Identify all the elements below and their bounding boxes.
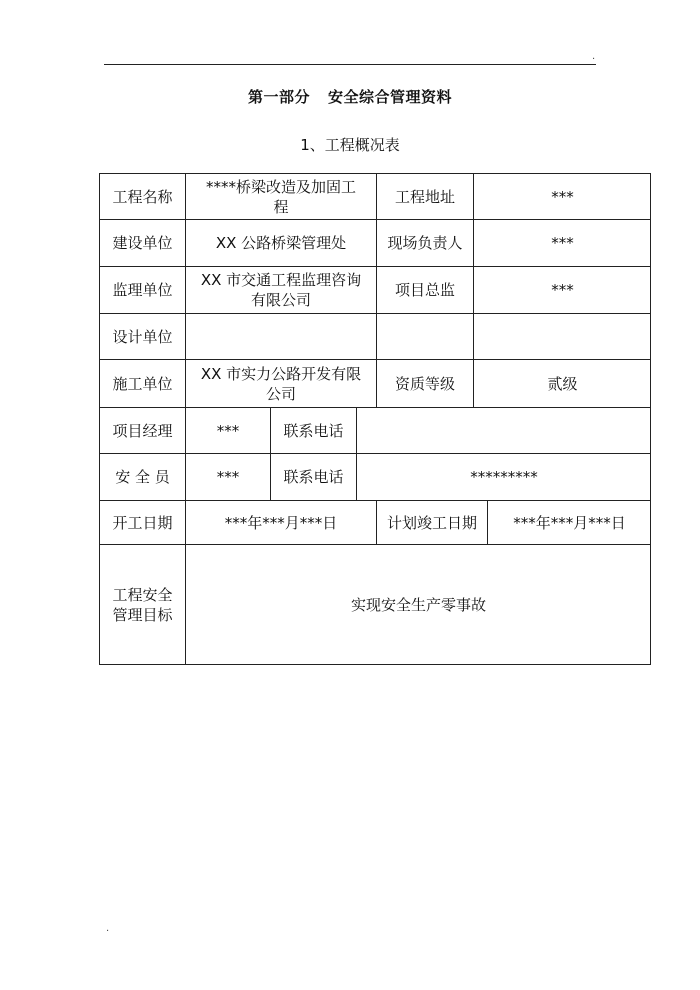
pm-phone-label: 联系电话 [270,407,356,453]
site-manager-value: *** [473,219,651,266]
safety-goal-label-line1: 工程安全 [112,586,173,604]
contractor-line1: XX 市实力公路开发有限 [200,364,362,383]
pm-phone-value [356,407,651,453]
chief-supervisor-value: *** [473,266,651,313]
qualification-label: 资质等级 [376,359,473,407]
safety-officer-value: *** [185,453,270,500]
start-date-value: ***年***月***日 [185,500,376,544]
safety-officer-label: 安 全 员 [99,453,185,500]
safety-goal-label-line2: 管理目标 [112,606,173,624]
supervisor-label: 监理单位 [99,266,185,313]
designer-extra-1 [376,313,473,359]
safety-phone-label: 联系电话 [270,453,356,500]
pm-label: 项目经理 [99,407,185,453]
planned-completion-value: ***年***月***日 [487,500,651,544]
supervisor-line1: XX 市交通工程监理咨询 [200,271,362,289]
safety-goal-label [99,544,185,665]
contractor-value [185,359,376,407]
site-manager-label: 现场负责人 [376,219,473,266]
project-name-label: 工程名称 [99,173,185,219]
footer-mark: . [106,923,110,934]
part-title [0,86,700,107]
part-name: 安全综合管理资料 [328,88,453,106]
designer-value [185,313,376,359]
table-title: 1、工程概况表 [300,136,400,154]
builder-value: XX 公路桥梁管理处 [185,219,376,266]
safety-phone-value: ********* [356,453,651,500]
designer-extra-2 [473,313,651,359]
project-name-value [185,173,376,219]
pm-value: *** [185,407,270,453]
supervisor-line2: 有限公司 [250,291,311,309]
qualification-value: 贰级 [473,359,651,407]
header-rule [104,64,596,65]
planned-completion-label: 计划竣工日期 [376,500,487,544]
contractor-line2: 公司 [265,384,296,403]
header-mark: . [592,51,596,62]
project-address-value: *** [473,173,651,219]
supervisor-value [185,266,376,313]
start-date-label: 开工日期 [99,500,185,544]
contractor-label: 施工单位 [99,359,185,407]
safety-goal-value: 实现安全生产零事故 [185,544,651,665]
builder-label: 建设单位 [99,219,185,266]
part-number: 第一部分 [247,88,310,106]
project-name-line1: ****桥梁改造及加固工 [205,177,356,196]
chief-supervisor-label: 项目总监 [376,266,473,313]
project-overview-table [99,173,651,665]
project-name-line2: 程 [273,197,289,216]
designer-label: 设计单位 [99,313,185,359]
project-address-label: 工程地址 [376,173,473,219]
